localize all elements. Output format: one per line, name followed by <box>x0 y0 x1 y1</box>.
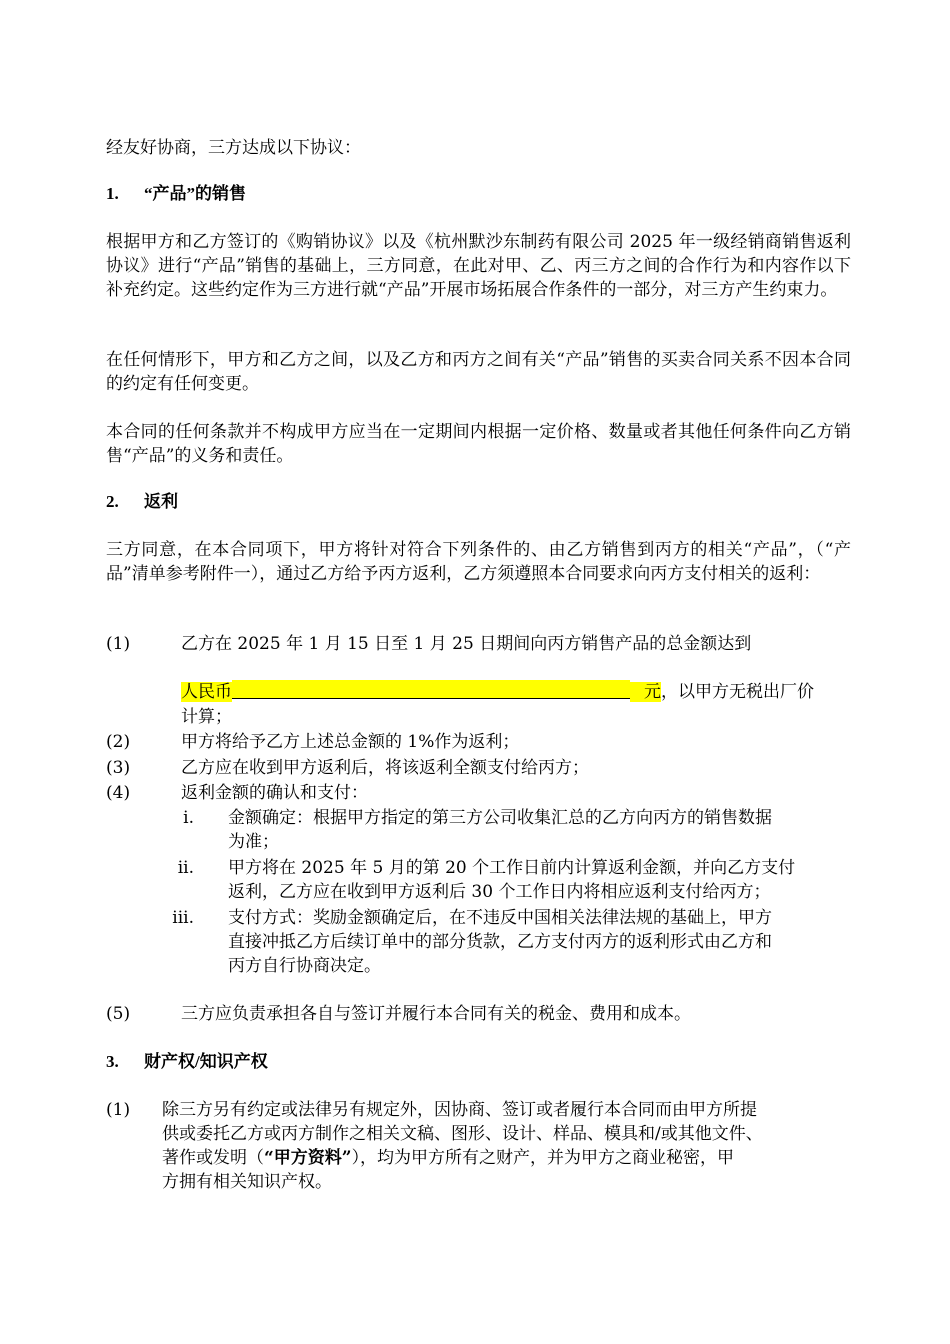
section-2-paragraph-1: 三方同意，在本合同项下，甲方将针对符合下列条件的、由乙方销售到丙方的相关“产品”，（“产品”清单参考附件一），通过乙方给予丙方返利，乙方须遵照本合同要求向丙方支付相关的返利： <box>106 540 851 584</box>
rmb-rest-1: ，以甲方无税出厂价 <box>661 682 814 702</box>
list-item-label: (5) <box>106 1004 131 1024</box>
section-2-title: 返利 <box>144 492 178 511</box>
sub-item-line: 返利，乙方应在收到甲方返利后 30 个工作日内将相应返利支付给丙方； <box>228 882 771 902</box>
ip-line-2: 供或委托乙方或丙方制作之相关文稿、图形、设计、样品、模具和/或其他文件、 <box>162 1124 763 1144</box>
section-1-paragraph-3: 本合同的任何条款并不构成甲方应当在一定期间内根据一定价格、数量或者其他任何条件向乙方销售“产品”的义务和责任。 <box>106 422 851 466</box>
intro-text: 经友好协商，三方达成以下协议： <box>106 138 361 158</box>
section-2-number: 2. <box>106 492 119 511</box>
section-3-title: 财产权/知识产权 <box>144 1052 268 1071</box>
sub-item-line: 甲方将在 2025 年 5 月的第 20 个工作日前内计算返利金额，并向乙方支付 <box>228 858 796 878</box>
section-3-heading <box>106 1050 851 1074</box>
section-1-paragraph-2: 在任何情形下，甲方和乙方之间，以及乙方和丙方之间有关“产品”销售的买卖合同关系不因本合同的约定有任何变更。 <box>106 350 851 394</box>
section-2-heading <box>106 490 851 514</box>
list-item-text: 三方应负责承担各自与签订并履行本合同有关的税金、费用和成本。 <box>181 1004 691 1024</box>
sub-item-label: iii. <box>172 908 194 928</box>
list-item-label: (1) <box>106 634 131 654</box>
ip-line-1: 除三方另有约定或法律另有规定外，因协商、签订或者履行本合同而由甲方所提 <box>162 1100 757 1120</box>
list-item-label: (2) <box>106 732 131 752</box>
ip-line-3-pre: 著作或发明（ <box>162 1148 264 1168</box>
section-1-heading <box>106 182 851 206</box>
sub-item-label: i. <box>183 808 194 828</box>
list-item-label: (1) <box>106 1100 131 1120</box>
list-item-text: 返利金额的确认和支付： <box>181 783 368 803</box>
list-item-label: (4) <box>106 783 131 803</box>
sub-item-line: 直接冲抵乙方后续订单中的部分货款，乙方支付丙方的返利形式由乙方和 <box>228 932 772 952</box>
sub-item-line: 支付方式：奖励金额确定后，在不违反中国相关法律法规的基础上，甲方 <box>228 908 772 928</box>
ip-line-4: 方拥有相关知识产权。 <box>162 1172 332 1192</box>
sub-item-line: 金额确定：根据甲方指定的第三方公司收集汇总的乙方向丙方的销售数据 <box>228 808 772 828</box>
rmb-amount-line <box>181 680 861 704</box>
sub-item-line: 丙方自行协商决定。 <box>228 956 381 976</box>
sub-item-label: ii. <box>177 858 194 878</box>
ip-defined-term: “甲方资料” <box>264 1148 352 1168</box>
section-3-number: 3. <box>106 1052 119 1071</box>
ip-line-3 <box>162 1146 763 1170</box>
amount-blank <box>232 680 630 699</box>
list-item-label: (3) <box>106 758 131 778</box>
rmb-prefix: 人民币 <box>181 682 232 702</box>
list-item-text: 乙方在 2025 年 1 月 15 日至 1 月 25 日期间向丙方销售产品的总金额达到 <box>181 634 752 654</box>
sub-item-line: 为准； <box>228 832 279 852</box>
section-1-number: 1. <box>106 184 119 203</box>
section-1-paragraph-1: 根据甲方和乙方签订的《购销协议》以及《杭州默沙东制药有限公司 2025 年一级经销商销售返利协议》进行“产品”销售的基础上，三方同意，在此对甲、乙、丙三方之间的合作行为和内容作以下补充约定。这些约定作为三方进行就“产品”开展市场拓展合作条件的一部分，对三方产生约束力。 <box>106 232 851 300</box>
list-item-text: 乙方应在收到甲方返利后，将该返利全额支付给丙方； <box>181 758 589 778</box>
ip-line-3-post: ），均为甲方所有之财产，并为甲方之商业秘密，甲 <box>351 1148 735 1168</box>
rmb-rest-2: 计算； <box>181 707 232 727</box>
section-1-title: “产品”的销售 <box>144 184 246 203</box>
list-item-text: 甲方将给予乙方上述总金额的 1%作为返利； <box>181 732 520 752</box>
rmb-unit: 元 <box>630 682 661 702</box>
